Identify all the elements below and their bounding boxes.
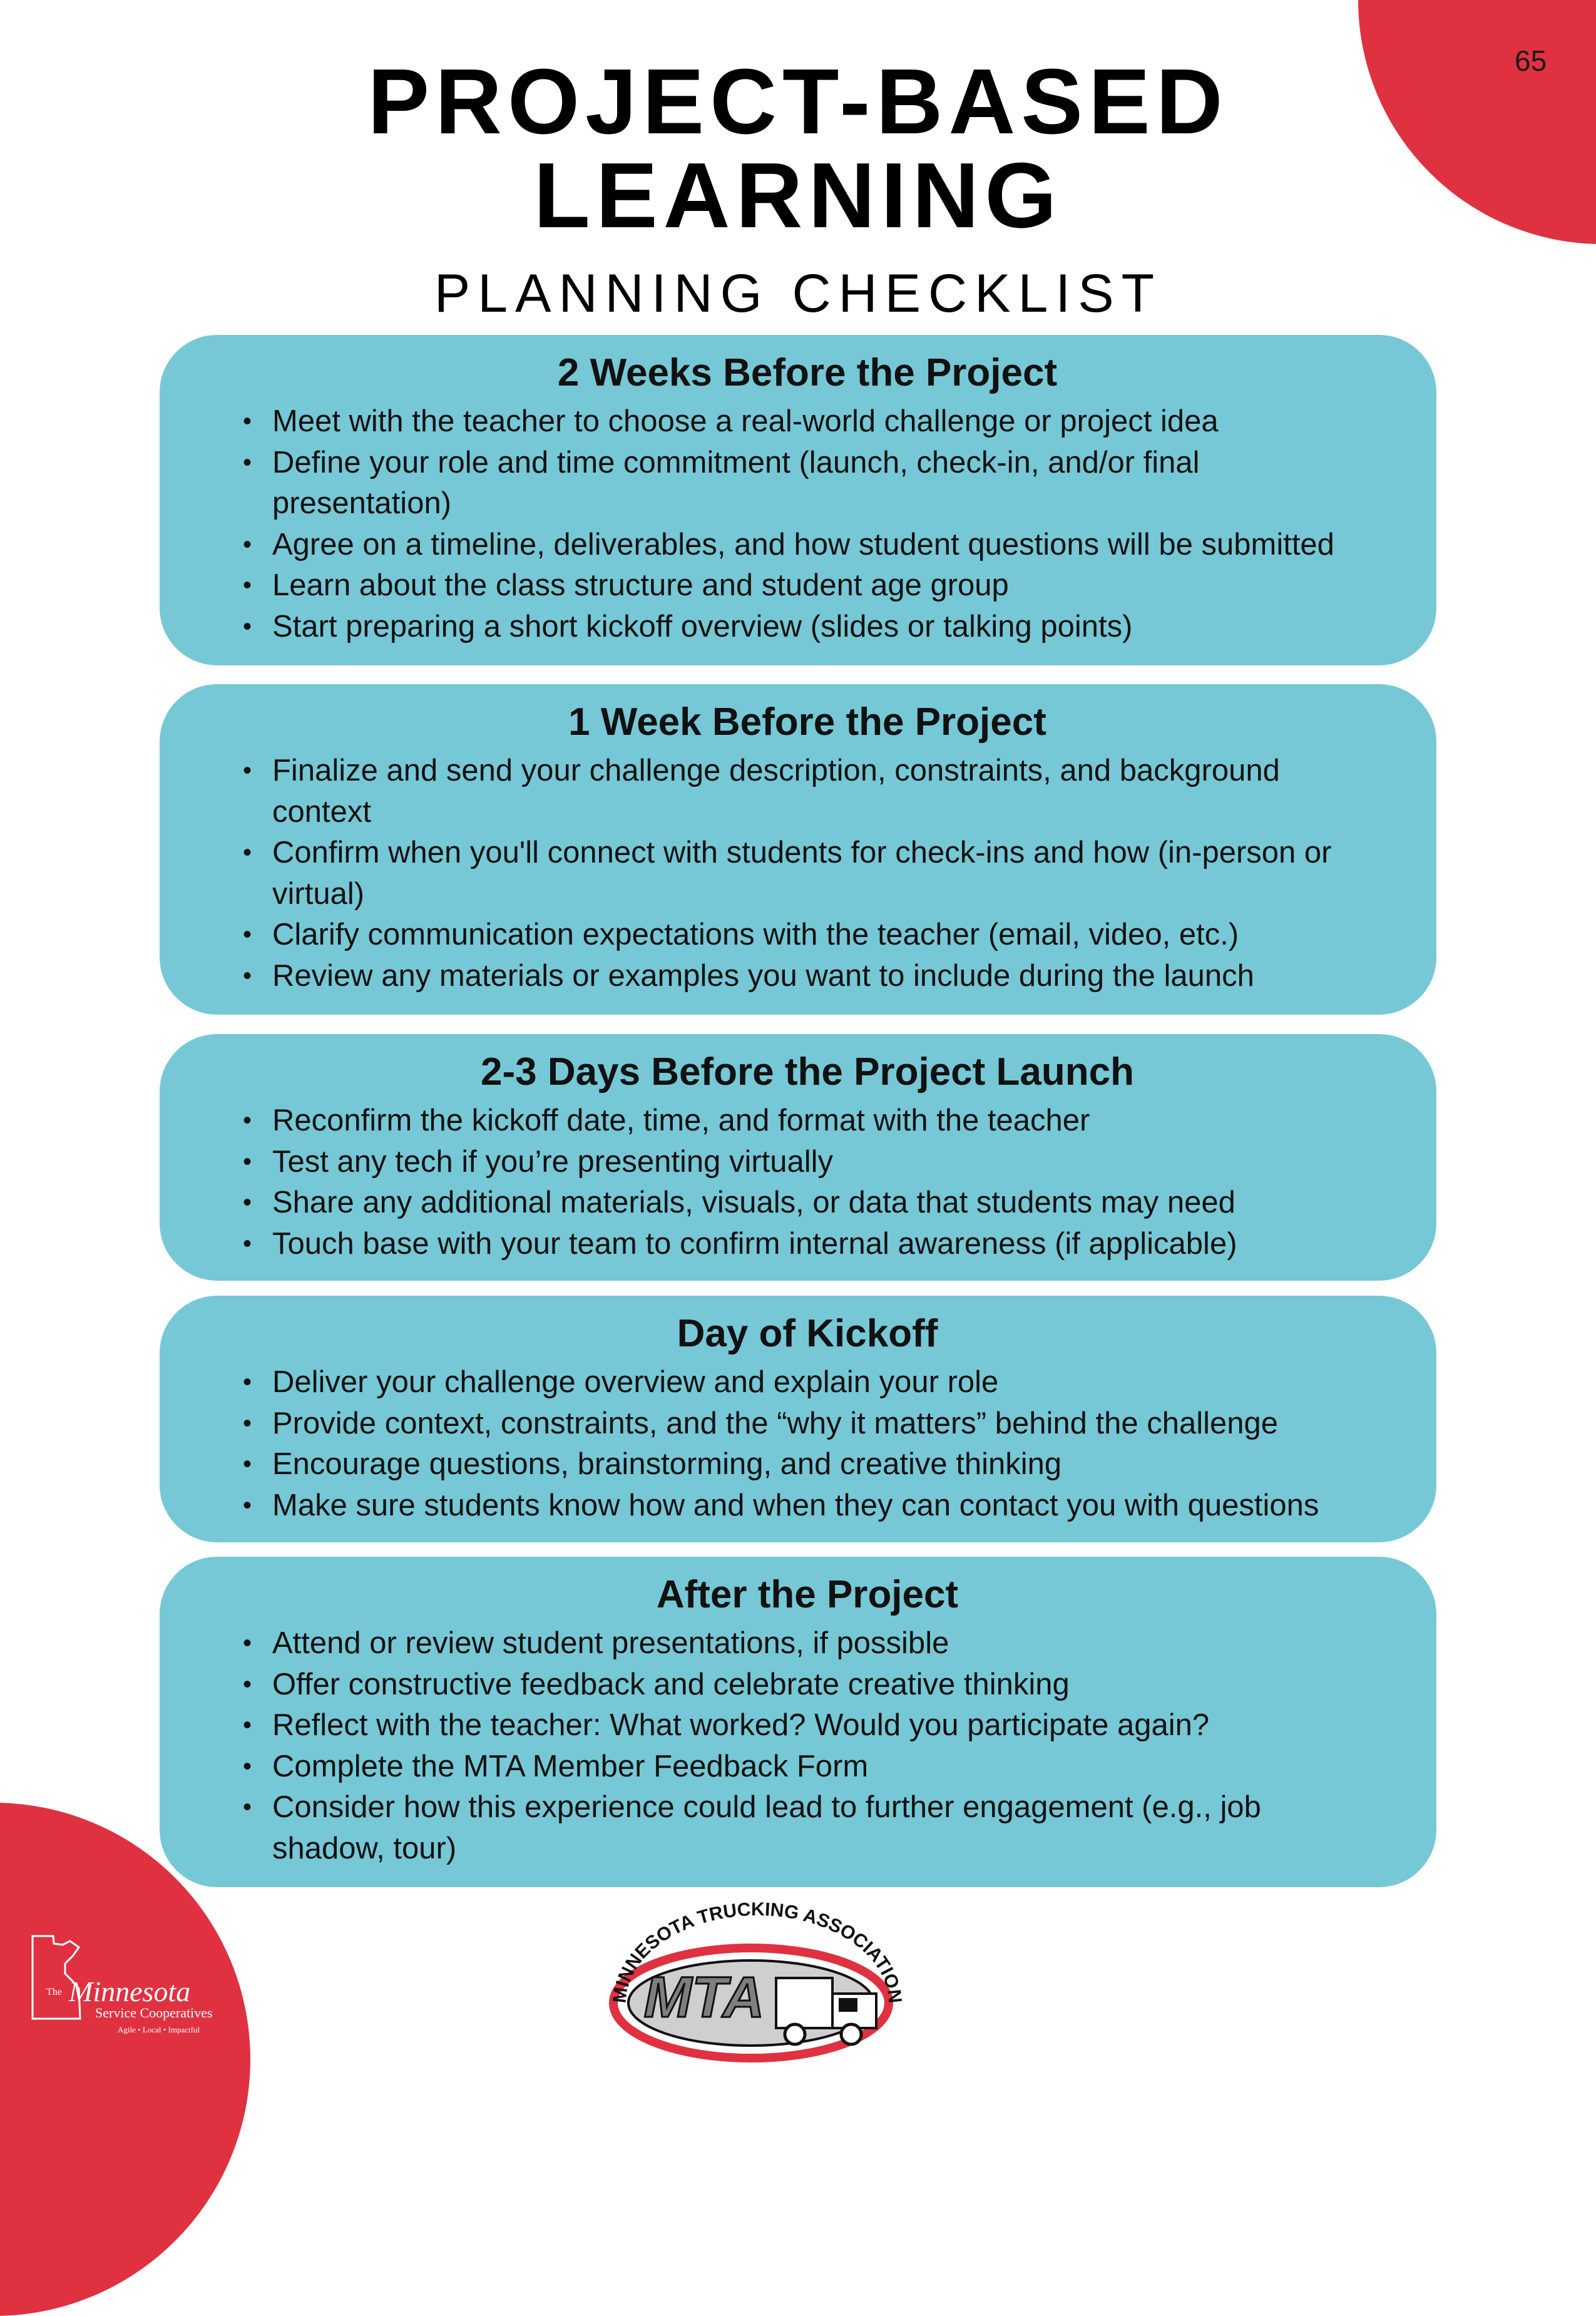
bullet-icon: •: [242, 757, 252, 784]
bullet-icon: •: [242, 1450, 252, 1478]
bullet-icon: •: [242, 1107, 252, 1134]
logo-service-cooperatives-text: Service Cooperatives: [95, 2005, 213, 2021]
checklist-item: • Make sure students know how and when they can contact you with questions: [235, 1485, 1380, 1527]
checklist-item: • Offer constructive feedback and celebrate creative thinking: [235, 1664, 1380, 1706]
checklist-item: • Share any additional materials, visuals, or data that students may need: [235, 1182, 1380, 1224]
checklist: [235, 1362, 1380, 1526]
checklist-item: • Provide context, constraints, and the “why it matters” behind the challenge: [235, 1403, 1380, 1445]
checklist-item: • Deliver your challenge overview and explain your role: [235, 1362, 1380, 1403]
checklist: [235, 1100, 1380, 1264]
logo-tagline-text: Agile • Local • Impactful: [118, 2025, 200, 2034]
checklist-item: • Reflect with the teacher: What worked? Would you participate again?: [235, 1705, 1380, 1746]
checklist-item: • Touch base with your team to confirm internal awareness (if applicable): [235, 1224, 1380, 1265]
bullet-icon: •: [242, 1629, 252, 1657]
checklist-item: • Clarify communication expectations with the teacher (email, video, etc.): [235, 915, 1380, 956]
checklist-item: • Encourage questions, brainstorming, and creative thinking: [235, 1444, 1380, 1485]
checklist: [235, 1623, 1380, 1869]
checklist-item: • Define your role and time commitment (launch, check-in, and/or final presentation): [235, 443, 1380, 525]
checklist-item: • Finalize and send your challenge description, constraints, and background context: [235, 751, 1380, 833]
mta-logo: [595, 1884, 920, 2066]
bullet-icon: •: [242, 1670, 252, 1698]
bullet-icon: •: [242, 1368, 252, 1396]
checklist-item: • Learn about the class structure and student age group: [235, 565, 1380, 607]
bullet-icon: •: [242, 1711, 252, 1739]
bullet-icon: •: [242, 839, 252, 866]
bullet-icon: •: [242, 1147, 252, 1176]
bullet-icon: •: [242, 530, 252, 558]
checklist: [235, 401, 1380, 647]
page-number: 65: [1515, 44, 1547, 77]
bullet-icon: •: [242, 1229, 252, 1258]
bullet-icon: •: [242, 448, 252, 476]
bullet-icon: •: [242, 921, 252, 948]
page-title: [0, 50, 1596, 247]
checklist-item: • Start preparing a short kickoff overview (slides or talking points): [235, 607, 1380, 648]
bullet-icon: •: [242, 571, 252, 599]
section-title: Day of Kickoff: [677, 1312, 938, 1355]
section-title: After the Project: [656, 1573, 959, 1616]
bullet-icon: •: [242, 1491, 252, 1519]
section-title: 1 Week Before the Project: [568, 700, 1046, 744]
mta-letters: MTA: [643, 1965, 765, 2029]
bullet-icon: •: [242, 407, 252, 435]
checklist-item: • Reconfirm the kickoff date, time, and format with the teacher: [235, 1100, 1380, 1142]
bullet-icon: •: [242, 961, 252, 990]
section-day-of-kickoff: [160, 1296, 1436, 1542]
checklist: [235, 751, 1380, 997]
section-1-week-before: [160, 684, 1436, 1015]
checklist-item: • Agree on a timeline, deliverables, and how student questions will be submitted: [235, 525, 1380, 566]
section-title: 2 Weeks Before the Project: [557, 351, 1058, 394]
logo-the-text: The: [46, 1987, 62, 1997]
checklist-item: • Confirm when you'll connect with students for check-ins and how (in-person or virtual): [235, 833, 1380, 915]
bullet-icon: •: [242, 612, 252, 640]
checklist-item: • Complete the MTA Member Feedback Form: [235, 1746, 1380, 1788]
bullet-icon: •: [242, 1189, 252, 1216]
bullet-icon: •: [242, 1409, 252, 1437]
section-after-the-project: [160, 1557, 1436, 1887]
minnesota-service-cooperatives-logo: [25, 1931, 250, 2050]
bullet-icon: •: [242, 1752, 252, 1780]
section-2-weeks-before: [160, 335, 1436, 665]
section-2-3-days-before: [160, 1034, 1436, 1281]
checklist-item: • Consider how this experience could lead to further engagement (e.g., job shadow, tour): [235, 1787, 1380, 1869]
title-line-2: LEARNING: [533, 144, 1063, 247]
checklist-item: • Meet with the teacher to choose a real-world challenge or project idea: [235, 401, 1380, 443]
page-subtitle: PLANNING CHECKLIST: [434, 264, 1162, 324]
checklist-item: • Review any materials or examples you want to include during the launch: [235, 956, 1380, 997]
section-title: 2-3 Days Before the Project Launch: [481, 1050, 1134, 1094]
checklist-item: • Attend or review student presentations, if possible: [235, 1623, 1380, 1664]
title-line-1: PROJECT-BASED: [367, 50, 1229, 153]
logo-minnesota-text: Minnesota: [69, 1975, 191, 2007]
checklist-item: • Test any tech if you’re presenting virtually: [235, 1142, 1380, 1183]
bullet-icon: •: [242, 1793, 252, 1821]
mta-arc-text: MINNESOTA TRUCKING ASSOCIATION: [609, 1898, 906, 2004]
